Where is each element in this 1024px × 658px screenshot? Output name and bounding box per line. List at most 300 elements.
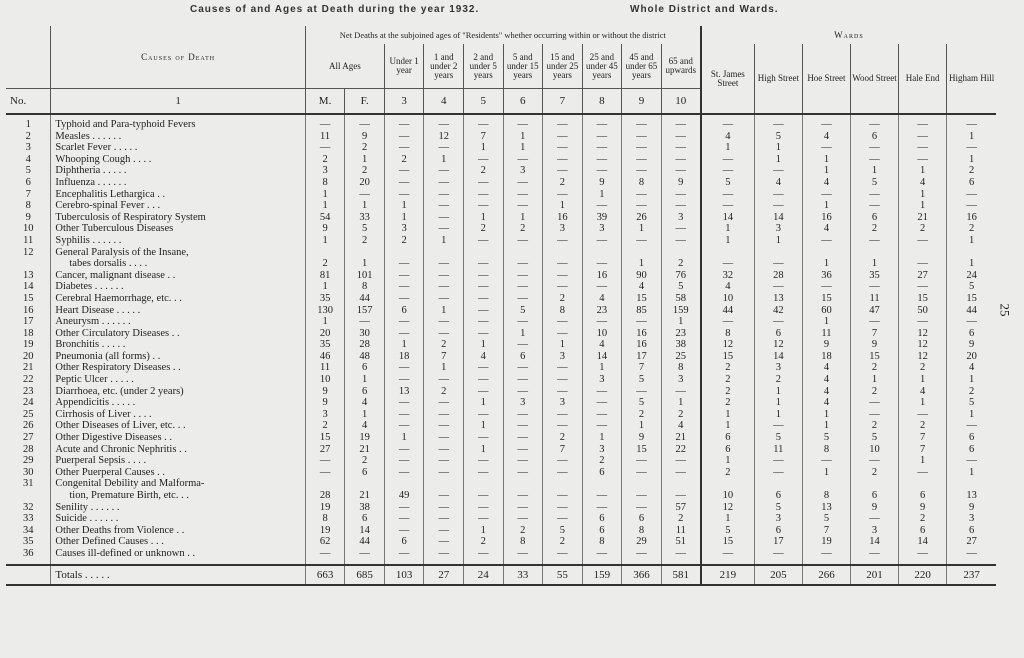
age-2-5-header: 2 and under 5 years <box>463 44 503 89</box>
value-cell: 1 <box>543 339 583 351</box>
value-cell: 9 <box>582 177 622 189</box>
table-row <box>6 467 996 479</box>
value-cell: — <box>463 490 503 502</box>
row-number <box>6 258 51 270</box>
row-number <box>6 490 51 502</box>
value-cell: — <box>899 154 947 166</box>
value-cell: 5 <box>701 177 754 189</box>
value-cell: — <box>424 119 464 131</box>
value-cell: — <box>850 548 898 560</box>
totals-no-cell <box>6 565 51 585</box>
value-cell: — <box>424 142 464 154</box>
value-cell: 1 <box>463 397 503 409</box>
value-cell: 10 <box>305 374 345 386</box>
value-cell: 2 <box>305 258 345 270</box>
value-cell: 7 <box>543 444 583 456</box>
value-cell: 4 <box>701 281 754 293</box>
table-row <box>6 189 996 201</box>
col-number: 3 <box>384 89 424 115</box>
value-cell: 39 <box>582 212 622 224</box>
value-cell: 2 <box>899 362 947 374</box>
value-cell: — <box>899 467 947 479</box>
cause-label: Cerebral Haemorrhage, etc. . . <box>51 293 305 305</box>
value-cell: 9 <box>899 502 947 514</box>
col-number: M. <box>305 89 345 115</box>
value-cell: 7 <box>850 328 898 340</box>
value-cell: — <box>701 189 754 201</box>
value-cell: 11 <box>850 293 898 305</box>
value-cell: 1 <box>305 235 345 247</box>
value-cell: 12 <box>899 339 947 351</box>
value-cell: — <box>661 490 701 502</box>
row-number: 4 <box>25 153 31 165</box>
value-cell: — <box>543 131 583 143</box>
value-cell: — <box>582 235 622 247</box>
table-row <box>6 212 996 224</box>
value-cell: — <box>305 548 345 560</box>
value-cell <box>543 247 583 259</box>
value-cell: — <box>345 119 385 131</box>
value-cell: 4 <box>802 223 850 235</box>
value-cell: 3 <box>384 223 424 235</box>
value-cell: — <box>384 513 424 525</box>
table-row <box>6 444 996 456</box>
value-cell: 1 <box>701 235 754 247</box>
value-cell: 157 <box>345 305 385 317</box>
value-cell: — <box>850 189 898 201</box>
value-cell: — <box>582 165 622 177</box>
table-row <box>6 154 996 166</box>
value-cell: 9 <box>947 339 996 351</box>
value-cell: — <box>384 316 424 328</box>
value-cell: — <box>661 154 701 166</box>
value-cell: — <box>424 281 464 293</box>
value-cell: — <box>463 513 503 525</box>
table-row <box>6 235 996 247</box>
value-cell: 6 <box>947 177 996 189</box>
table-row <box>6 386 996 398</box>
value-cell: 30 <box>345 328 385 340</box>
value-cell <box>899 478 947 490</box>
cause-label: Appendicitis . . . . . <box>51 397 305 409</box>
table-row <box>6 270 996 282</box>
value-cell: 1 <box>582 362 622 374</box>
value-cell: — <box>701 200 754 212</box>
value-cell: 1 <box>384 432 424 444</box>
value-cell: — <box>622 490 662 502</box>
ward-header: Hale End <box>899 44 947 114</box>
row-number: 24 <box>22 397 34 409</box>
value-cell: 6 <box>345 386 385 398</box>
value-cell: — <box>701 119 754 131</box>
value-cell: — <box>622 154 662 166</box>
cause-label: Tuberculosis of Respiratory System <box>51 212 305 224</box>
value-cell: — <box>503 189 543 201</box>
value-cell <box>463 247 503 259</box>
table-row <box>6 328 996 340</box>
value-cell: 6 <box>582 467 622 479</box>
value-cell: 2 <box>424 339 464 351</box>
table-row <box>6 536 996 548</box>
value-cell: — <box>384 409 424 421</box>
value-cell: 3 <box>754 223 802 235</box>
col-number: 9 <box>622 89 662 115</box>
value-cell: 7 <box>899 432 947 444</box>
value-cell: 51 <box>661 536 701 548</box>
value-cell: — <box>947 142 996 154</box>
value-cell <box>503 478 543 490</box>
value-cell: 2 <box>345 455 385 467</box>
age-45-65-header: 45 and under 65 years <box>622 44 662 89</box>
value-cell: 14 <box>899 536 947 548</box>
col-number: 1 <box>51 89 305 115</box>
value-cell: 5 <box>622 374 662 386</box>
value-cell: 10 <box>850 444 898 456</box>
value-cell: — <box>543 119 583 131</box>
value-cell: 4 <box>947 362 996 374</box>
value-cell: — <box>802 455 850 467</box>
value-cell: 2 <box>424 386 464 398</box>
value-cell: — <box>582 409 622 421</box>
value-cell: 85 <box>622 305 662 317</box>
value-cell: 6 <box>622 513 662 525</box>
value-cell: — <box>503 293 543 305</box>
value-cell: — <box>463 270 503 282</box>
value-cell: 101 <box>345 270 385 282</box>
value-cell: 1 <box>463 444 503 456</box>
totals-row <box>6 565 996 585</box>
value-cell: — <box>384 374 424 386</box>
value-cell: 2 <box>543 177 583 189</box>
value-cell: — <box>463 432 503 444</box>
cause-label: General Paralysis of the Insane, <box>51 247 305 259</box>
value-cell: 23 <box>661 328 701 340</box>
value-cell: 46 <box>305 351 345 363</box>
value-cell: — <box>305 142 345 154</box>
value-cell: — <box>899 131 947 143</box>
value-cell: — <box>543 374 583 386</box>
row-number: 13 <box>22 269 34 281</box>
value-cell: 5 <box>543 525 583 537</box>
row-number: 3 <box>25 142 31 154</box>
value-cell: — <box>503 513 543 525</box>
ward-header: Wood Street <box>850 44 898 114</box>
value-cell <box>802 478 850 490</box>
value-cell: — <box>543 165 583 177</box>
value-cell: 2 <box>754 374 802 386</box>
value-cell <box>345 478 385 490</box>
value-cell: 38 <box>661 339 701 351</box>
table-row <box>6 119 996 131</box>
value-cell <box>754 478 802 490</box>
value-cell: — <box>850 200 898 212</box>
value-cell: 1 <box>754 397 802 409</box>
cause-label: Acute and Chronic Nephritis . . <box>51 444 305 456</box>
value-cell <box>384 478 424 490</box>
value-cell: 12 <box>424 131 464 143</box>
value-cell: — <box>899 316 947 328</box>
value-cell: 19 <box>305 525 345 537</box>
value-cell <box>899 247 947 259</box>
value-cell: 8 <box>802 444 850 456</box>
row-number: 34 <box>22 524 34 536</box>
value-cell: 14 <box>345 525 385 537</box>
col-number: 7 <box>543 89 583 115</box>
value-cell: 5 <box>661 281 701 293</box>
cause-label: Diabetes . . . . . . <box>51 281 305 293</box>
value-cell: 5 <box>622 397 662 409</box>
no-header-cell <box>6 26 51 89</box>
value-cell: 5 <box>802 432 850 444</box>
value-cell: 1 <box>661 397 701 409</box>
value-cell: — <box>622 502 662 514</box>
value-cell: — <box>947 548 996 560</box>
value-cell: 1 <box>384 212 424 224</box>
value-cell: — <box>463 305 503 317</box>
value-cell: — <box>384 281 424 293</box>
row-number: 19 <box>22 339 34 351</box>
value-cell: 1 <box>947 409 996 421</box>
value-cell: — <box>424 165 464 177</box>
col-number: 4 <box>424 89 464 115</box>
value-cell: 2 <box>463 223 503 235</box>
value-cell: — <box>850 409 898 421</box>
value-cell: 2 <box>384 154 424 166</box>
table-row <box>6 305 996 317</box>
value-cell: 11 <box>305 362 345 374</box>
value-cell: 2 <box>850 420 898 432</box>
value-cell: 44 <box>701 305 754 317</box>
value-cell: 17 <box>754 536 802 548</box>
value-cell: 7 <box>424 351 464 363</box>
value-cell: 1 <box>802 409 850 421</box>
value-cell: 50 <box>899 305 947 317</box>
value-cell: — <box>802 142 850 154</box>
value-cell: — <box>384 293 424 305</box>
value-cell: — <box>947 200 996 212</box>
value-cell: 24 <box>947 270 996 282</box>
value-cell: — <box>463 258 503 270</box>
value-cell: — <box>661 165 701 177</box>
page-title-bar <box>0 4 1024 20</box>
value-cell: 12 <box>754 339 802 351</box>
value-cell: 4 <box>802 386 850 398</box>
value-cell: — <box>503 374 543 386</box>
value-cell: — <box>463 455 503 467</box>
value-cell: 4 <box>802 397 850 409</box>
value-cell: 2 <box>850 362 898 374</box>
value-cell: 1 <box>701 455 754 467</box>
ward-header: High Street <box>754 44 802 114</box>
cause-label: Aneurysm . . . . . . <box>51 316 305 328</box>
value-cell: — <box>424 270 464 282</box>
value-cell: 2 <box>899 223 947 235</box>
value-cell: — <box>503 444 543 456</box>
value-cell: — <box>661 131 701 143</box>
row-number: 30 <box>22 466 34 478</box>
value-cell: 4 <box>802 131 850 143</box>
row-number: 8 <box>25 200 31 212</box>
page-subtitle: Whole District and Wards. <box>630 4 779 15</box>
value-cell: — <box>582 281 622 293</box>
table-row <box>6 490 996 502</box>
value-cell: — <box>503 409 543 421</box>
cause-label: tion, Premature Birth, etc. . . <box>51 490 305 502</box>
value-cell: 36 <box>802 270 850 282</box>
value-cell: — <box>384 119 424 131</box>
value-cell <box>661 247 701 259</box>
value-cell: 15 <box>802 293 850 305</box>
value-cell: — <box>850 154 898 166</box>
value-cell: — <box>503 362 543 374</box>
value-cell: — <box>947 455 996 467</box>
value-cell: 1 <box>503 212 543 224</box>
value-cell: 6 <box>850 490 898 502</box>
value-cell: 9 <box>622 432 662 444</box>
value-cell: 1 <box>802 154 850 166</box>
value-cell: — <box>582 420 622 432</box>
age-5-15-header: 5 and under 15 years <box>503 44 543 89</box>
value-cell: 1 <box>424 305 464 317</box>
value-cell: 3 <box>754 513 802 525</box>
value-cell: — <box>503 455 543 467</box>
value-cell: 26 <box>622 212 662 224</box>
value-cell: 3 <box>661 374 701 386</box>
table-row <box>6 525 996 537</box>
value-cell: 1 <box>305 316 345 328</box>
value-cell: — <box>899 409 947 421</box>
value-cell: 11 <box>661 525 701 537</box>
cause-label: Other Digestive Diseases . . <box>51 432 305 444</box>
total-cell: 33 <box>503 565 543 585</box>
value-cell: — <box>424 525 464 537</box>
value-cell: 44 <box>345 293 385 305</box>
table-row <box>6 478 996 490</box>
value-cell: 29 <box>622 536 662 548</box>
value-cell: 1 <box>305 189 345 201</box>
value-cell: — <box>622 386 662 398</box>
value-cell: — <box>661 142 701 154</box>
value-cell: 4 <box>661 420 701 432</box>
value-cell: 3 <box>582 444 622 456</box>
value-cell: — <box>463 154 503 166</box>
col-number: 10 <box>661 89 701 115</box>
total-cell: 266 <box>802 565 850 585</box>
value-cell: — <box>424 409 464 421</box>
value-cell: 1 <box>463 339 503 351</box>
value-cell: — <box>503 270 543 282</box>
cause-label: Senility . . . . . . <box>51 502 305 514</box>
table-row <box>6 374 996 386</box>
value-cell: — <box>754 258 802 270</box>
table-body <box>6 114 996 585</box>
value-cell: 1 <box>899 374 947 386</box>
value-cell: — <box>754 548 802 560</box>
value-cell: 1 <box>701 420 754 432</box>
value-cell: — <box>503 548 543 560</box>
value-cell: 1 <box>503 142 543 154</box>
value-cell: 76 <box>661 270 701 282</box>
value-cell: — <box>305 455 345 467</box>
value-cell: 10 <box>701 490 754 502</box>
value-cell: — <box>582 119 622 131</box>
cause-label: Other Diseases of Liver, etc. . . <box>51 420 305 432</box>
value-cell <box>582 247 622 259</box>
value-cell: — <box>503 258 543 270</box>
value-cell: — <box>424 212 464 224</box>
value-cell: — <box>543 490 583 502</box>
value-cell: 1 <box>345 374 385 386</box>
value-cell: 19 <box>305 502 345 514</box>
value-cell: — <box>503 200 543 212</box>
row-number: 23 <box>22 385 34 397</box>
total-cell: 103 <box>384 565 424 585</box>
value-cell: 1 <box>384 339 424 351</box>
table-header <box>6 26 996 114</box>
value-cell <box>947 247 996 259</box>
value-cell: 6 <box>850 131 898 143</box>
total-cell: 237 <box>947 565 996 585</box>
value-cell: 8 <box>802 490 850 502</box>
table-row <box>6 200 996 212</box>
value-cell: — <box>424 177 464 189</box>
value-cell: 1 <box>463 420 503 432</box>
value-cell: — <box>463 189 503 201</box>
value-cell: 25 <box>661 351 701 363</box>
value-cell: 12 <box>899 328 947 340</box>
table-row <box>6 339 996 351</box>
value-cell: 21 <box>345 444 385 456</box>
value-cell: — <box>503 235 543 247</box>
value-cell: 14 <box>754 212 802 224</box>
total-cell: 27 <box>424 565 464 585</box>
value-cell: — <box>463 200 503 212</box>
value-cell: — <box>424 200 464 212</box>
value-cell: 7 <box>899 444 947 456</box>
value-cell: — <box>543 548 583 560</box>
value-cell: — <box>424 455 464 467</box>
row-number: 7 <box>25 188 31 200</box>
value-cell: — <box>661 386 701 398</box>
value-cell: — <box>503 281 543 293</box>
age-25-45-header: 25 and under 45 years <box>582 44 622 89</box>
total-cell: 205 <box>754 565 802 585</box>
value-cell: 1 <box>701 223 754 235</box>
value-cell: 10 <box>701 293 754 305</box>
value-cell: — <box>503 177 543 189</box>
value-cell <box>424 478 464 490</box>
value-cell: — <box>384 258 424 270</box>
value-cell: 2 <box>463 536 503 548</box>
value-cell: 11 <box>754 444 802 456</box>
row-number: 10 <box>22 223 34 235</box>
value-cell: — <box>899 258 947 270</box>
value-cell: 5 <box>345 223 385 235</box>
table-row <box>6 247 996 259</box>
value-cell <box>463 478 503 490</box>
value-cell: — <box>424 328 464 340</box>
value-cell: 1 <box>754 235 802 247</box>
value-cell: 21 <box>661 432 701 444</box>
deaths-table <box>6 26 996 586</box>
cause-label: Bronchitis . . . . . <box>51 339 305 351</box>
value-cell: — <box>802 189 850 201</box>
value-cell: 1 <box>947 235 996 247</box>
value-cell: 3 <box>543 223 583 235</box>
value-cell: 3 <box>305 409 345 421</box>
value-cell: 32 <box>701 270 754 282</box>
value-cell: — <box>661 119 701 131</box>
